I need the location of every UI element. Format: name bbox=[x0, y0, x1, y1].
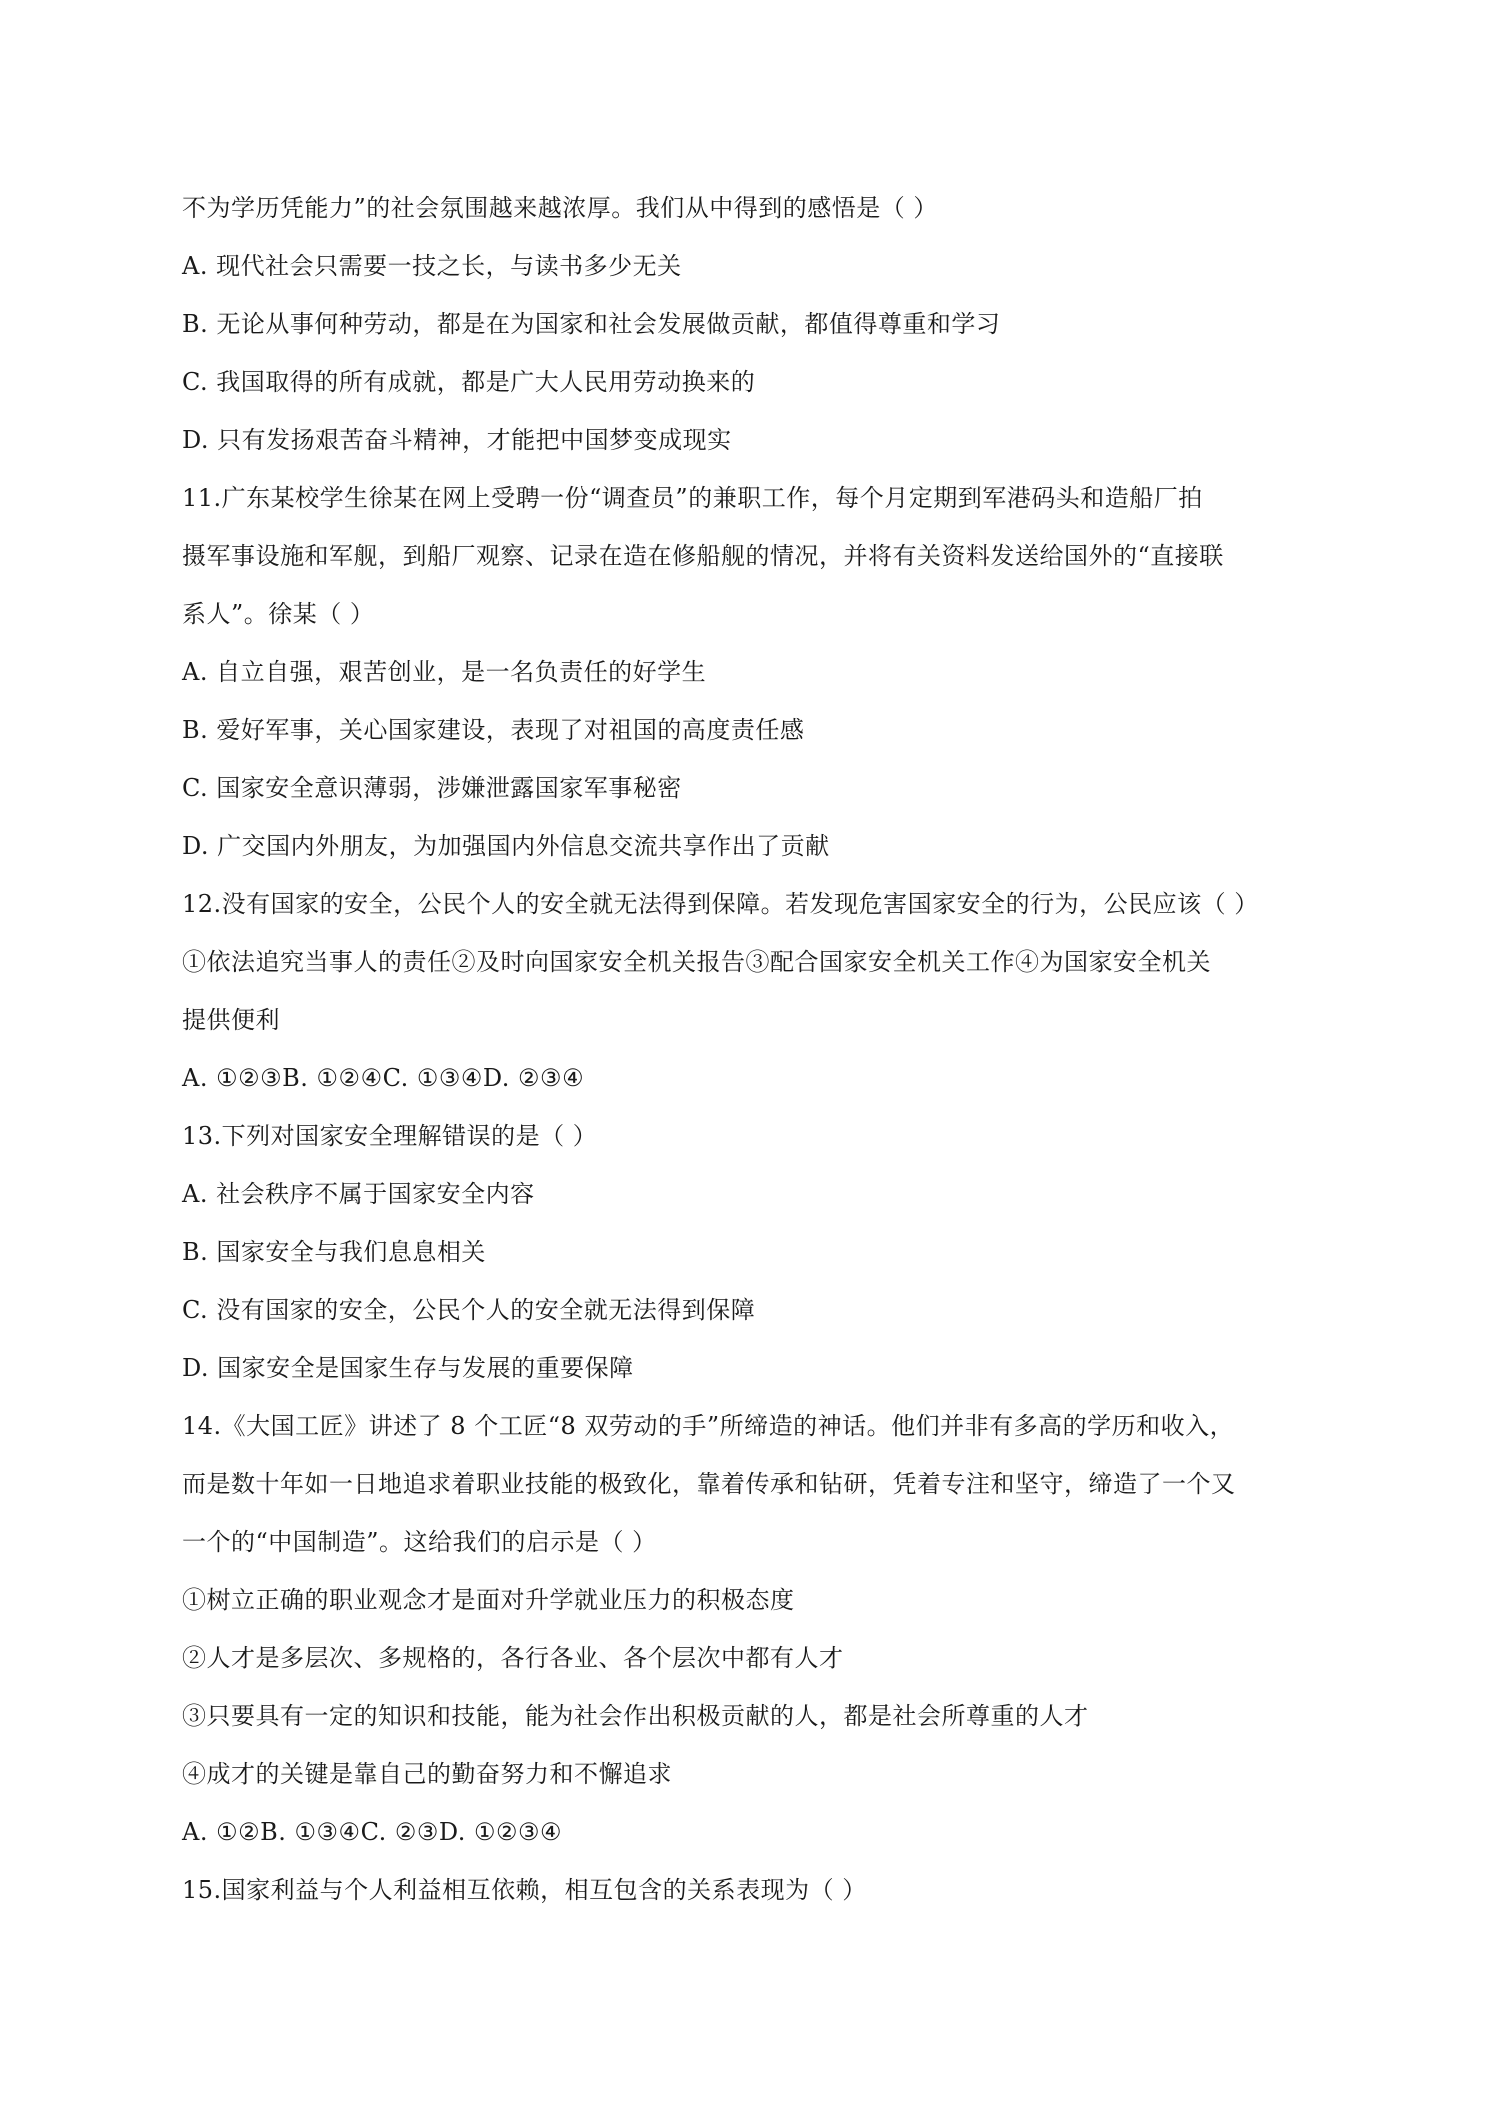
q14-statement-4: ④成才的关键是靠自己的勤奋努力和不懈追求 bbox=[182, 1760, 672, 1788]
q14-stem-line-1: 14.《大国工匠》讲述了 8 个工匠“8 双劳动的手”所缔造的神话。他们并非有多高的学历和收入， bbox=[182, 1412, 1235, 1440]
q11-option-d: D. 广交国内外朋友，为加强国内外信息交流共享作出了贡献 bbox=[182, 832, 830, 860]
q10-option-d: D. 只有发扬艰苦奋斗精神，才能把中国梦变成现实 bbox=[182, 426, 732, 454]
q14-stem-line-3: 一个的“中国制造”。这给我们的启示是（ ） bbox=[182, 1528, 657, 1556]
q14-stem-line-2: 而是数十年如一日地追求着职业技能的极致化，靠着传承和钻研，凭着专注和坚守，缔造了一个又 bbox=[182, 1470, 1236, 1498]
q13-option-b: B. 国家安全与我们息息相关 bbox=[182, 1238, 486, 1266]
q13-option-d: D. 国家安全是国家生存与发展的重要保障 bbox=[182, 1354, 634, 1382]
q12-statements-line-2: 提供便利 bbox=[182, 1006, 280, 1034]
q14-statement-3: ③只要具有一定的知识和技能，能为社会作出积极贡献的人，都是社会所尊重的人才 bbox=[182, 1702, 1089, 1730]
q11-option-b: B. 爱好军事，关心国家建设，表现了对祖国的高度责任感 bbox=[182, 716, 805, 744]
q12-stem: 12.没有国家的安全，公民个人的安全就无法得到保障。若发现危害国家安全的行为，公民应该（ ） bbox=[182, 890, 1259, 918]
q12-options: A. ①②③B. ①②④C. ①③④D. ②③④ bbox=[182, 1064, 585, 1092]
q11-stem-line-1: 11.广东某校学生徐某在网上受聘一份“调查员”的兼职工作，每个月定期到军港码头和造船厂拍 bbox=[182, 484, 1203, 512]
q11-option-a: A. 自立自强，艰苦创业，是一名负责任的好学生 bbox=[182, 658, 707, 686]
q13-stem: 13.下列对国家安全理解错误的是（ ） bbox=[182, 1122, 598, 1150]
q10-option-b: B. 无论从事何种劳动，都是在为国家和社会发展做贡献，都值得尊重和学习 bbox=[182, 310, 1001, 338]
q10-option-c: C. 我国取得的所有成就，都是广大人民用劳动换来的 bbox=[182, 368, 756, 396]
q10-option-a: A. 现代社会只需要一技之长，与读书多少无关 bbox=[182, 252, 682, 280]
q14-options: A. ①②B. ①③④C. ②③D. ①②③④ bbox=[182, 1818, 563, 1846]
q11-stem-line-3: 系人”。徐某（ ） bbox=[182, 600, 375, 628]
q13-option-c: C. 没有国家的安全，公民个人的安全就无法得到保障 bbox=[182, 1296, 756, 1324]
q11-option-c: C. 国家安全意识薄弱，涉嫌泄露国家军事秘密 bbox=[182, 774, 682, 802]
q11-stem-line-2: 摄军事设施和军舰，到船厂观察、记录在造在修船舰的情况，并将有关资料发送给国外的“直接联 bbox=[182, 542, 1224, 570]
q13-option-a: A. 社会秩序不属于国家安全内容 bbox=[182, 1180, 535, 1208]
q10-stem-continuation: 不为学历凭能力”的社会氛围越来越浓厚。我们从中得到的感悟是（ ） bbox=[182, 194, 938, 222]
q15-stem: 15.国家利益与个人利益相互依赖，相互包含的关系表现为（ ） bbox=[182, 1876, 867, 1904]
q12-statements-line-1: ①依法追究当事人的责任②及时向国家安全机关报告③配合国家安全机关工作④为国家安全机关 bbox=[182, 948, 1211, 976]
q14-statement-1: ①树立正确的职业观念才是面对升学就业压力的积极态度 bbox=[182, 1586, 795, 1614]
q14-statement-2: ②人才是多层次、多规格的，各行各业、各个层次中都有人才 bbox=[182, 1644, 844, 1672]
